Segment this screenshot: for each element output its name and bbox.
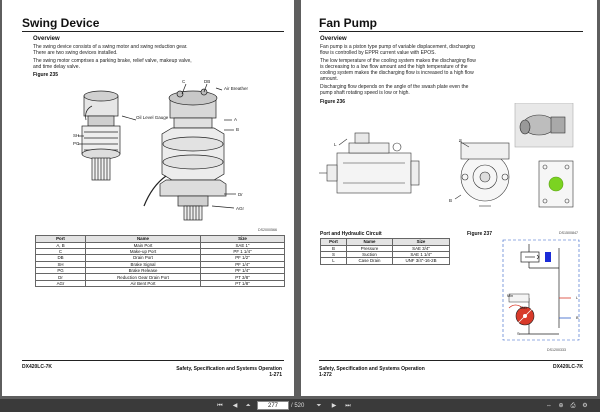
table-cell: A, B	[36, 242, 86, 248]
footer-model: DX420LC-7K	[22, 364, 53, 370]
table-cell: Pressure	[347, 245, 393, 251]
print-icon[interactable]: ⎙	[570, 403, 576, 409]
callout-pg: PG	[73, 141, 80, 146]
scroll-up-icon[interactable]: ⏶	[245, 403, 251, 409]
zoom-icon[interactable]: ⊕	[558, 403, 564, 409]
column-header: Port	[321, 239, 347, 246]
fan-pump-illustration	[319, 103, 589, 231]
table-cell: Dr	[36, 274, 86, 280]
paragraph: The swing motor comprises a parking brake, relief valve, makeup valve, and time delay valve.	[33, 58, 192, 70]
footer-page-number: 1-272	[319, 372, 332, 378]
table-cell: UNF 3/4"-16-2B	[393, 258, 450, 264]
overview-heading: Overview	[33, 36, 60, 42]
table-cell: SAE 1 1/4"	[393, 251, 450, 257]
previous-page-icon[interactable]: ◀	[232, 403, 238, 409]
callout-c: C	[182, 79, 186, 84]
callout-b: B	[236, 127, 240, 132]
page-right	[301, 0, 597, 396]
circuit-label-s: S	[517, 332, 520, 336]
current-page: 277	[267, 403, 278, 409]
callout-b: B	[449, 198, 453, 203]
table-cell: Brake Signal	[86, 261, 201, 267]
table-cell: Main Port	[86, 242, 201, 248]
page-title: Swing Device	[22, 16, 100, 30]
paragraph: Fan pump is a piston type pump of variable displacement, discharging flow is controlled by EPPR current value with EPOS.	[320, 44, 475, 56]
table-row	[36, 280, 285, 286]
column-header: Port	[36, 236, 86, 243]
callout-a: A	[234, 117, 238, 122]
overview-heading: Overview	[320, 36, 347, 42]
figure-label: Figure 236	[320, 99, 346, 105]
figure-code: DS2000566	[258, 228, 277, 232]
figure-code: DS1200333	[547, 348, 566, 352]
figure-code: DS1500847	[559, 231, 578, 235]
first-page-icon[interactable]: ⏮	[217, 403, 223, 409]
footer-section-title: Safety, Specification and Systems Operation	[176, 366, 282, 372]
table-cell: Drain Port	[86, 255, 201, 261]
footer-section	[319, 366, 469, 378]
callout-sh: SH	[73, 133, 80, 138]
table-cell: Air Bent Port	[86, 280, 201, 286]
ports-table	[35, 235, 285, 287]
table-cell: SAE 1"	[201, 242, 285, 248]
page-total: / 520	[291, 403, 305, 409]
paragraph: The swing device consists of a swing motor and swing reduction gear. There are two swing devices installed.	[33, 44, 188, 56]
table-cell: B	[321, 245, 347, 251]
column-header: Name	[86, 236, 201, 243]
page-left	[2, 0, 294, 396]
page-title: Fan Pump	[319, 16, 378, 30]
callout-l: L	[334, 142, 337, 147]
page-number-input[interactable]	[257, 401, 289, 410]
table-cell: DB	[36, 255, 86, 261]
table-cell: C	[36, 248, 86, 254]
port-circuit-heading: Port and Hydraulic Circuit	[320, 231, 382, 237]
table-cell: Make-up Port	[86, 248, 201, 254]
table-cell: PF 1/2"	[201, 255, 285, 261]
column-header: Size	[201, 236, 285, 243]
paragraph: Discharging flow depends on the angle of the swash plate even the pump shaft rotating speed is low or high.	[320, 84, 469, 96]
last-page-icon[interactable]: ⏭	[345, 403, 351, 409]
fit-width-icon[interactable]: ⇔	[546, 403, 552, 409]
scroll-down-icon[interactable]: ⏷	[316, 403, 322, 409]
table-cell: SAE 3/4"	[393, 245, 450, 251]
next-page-icon[interactable]: ▶	[331, 403, 337, 409]
circuit-label-min: Min	[507, 294, 514, 298]
table-cell: PT 1/8"	[201, 280, 285, 286]
figure-label: Figure 235	[33, 72, 59, 78]
title-rule	[319, 31, 583, 32]
callout-dr: Dr	[238, 192, 243, 197]
table-cell: Brake Release	[86, 268, 201, 274]
callout-agr: AGr	[236, 206, 245, 211]
footer-model: DX420LC-7K	[552, 364, 583, 370]
swing-device-illustration	[62, 76, 262, 226]
ports-table	[320, 238, 450, 265]
settings-icon[interactable]: ⚙	[582, 403, 588, 409]
figure-label: Figure 237	[467, 231, 493, 237]
title-rule	[22, 31, 284, 32]
footer-rule	[22, 360, 284, 361]
table-cell: Suction	[347, 251, 393, 257]
footer-section-title: Safety, Specification and Systems Operation	[319, 366, 425, 372]
footer-section	[132, 366, 282, 378]
table-cell: PG	[36, 268, 86, 274]
table-cell: PF 1/4"	[201, 261, 285, 267]
callout-oil-level-gauge: Oil Level Gauge	[136, 115, 169, 120]
circuit-label-l: L	[576, 296, 579, 300]
table-cell: L	[321, 258, 347, 264]
footer-rule	[319, 360, 583, 361]
table-row	[321, 258, 450, 264]
table-cell: SH	[36, 261, 86, 267]
table-cell: S	[321, 251, 347, 257]
footer-page-number: 1-271	[269, 372, 282, 378]
paragraph: The low temperature of the cooling system makes the discharging flow is decreasing to a low flow amount and the high temperature of the cooling system makes the discharging flow is increased to a high flow amount.	[320, 58, 476, 82]
callout-db: DB	[204, 79, 211, 84]
table-cell: Reduction Gear Drain Port	[86, 274, 201, 280]
viewer-toolbar	[0, 399, 600, 412]
circuit-label-b: B	[576, 316, 579, 320]
table-cell: AGr	[36, 280, 86, 286]
table-cell: Case Drain	[347, 258, 393, 264]
column-header: Size	[393, 239, 450, 246]
circuit-label-max: Max	[520, 306, 528, 310]
table-cell: PT 3/8"	[201, 274, 285, 280]
callout-air-breather: Air Breather	[224, 86, 249, 91]
table-cell: PF 1/4"	[201, 268, 285, 274]
column-header: Name	[347, 239, 393, 246]
table-cell: PF 1 1/4"	[201, 248, 285, 254]
callout-s: S	[459, 138, 463, 143]
hydraulic-circuit-diagram	[499, 238, 583, 346]
